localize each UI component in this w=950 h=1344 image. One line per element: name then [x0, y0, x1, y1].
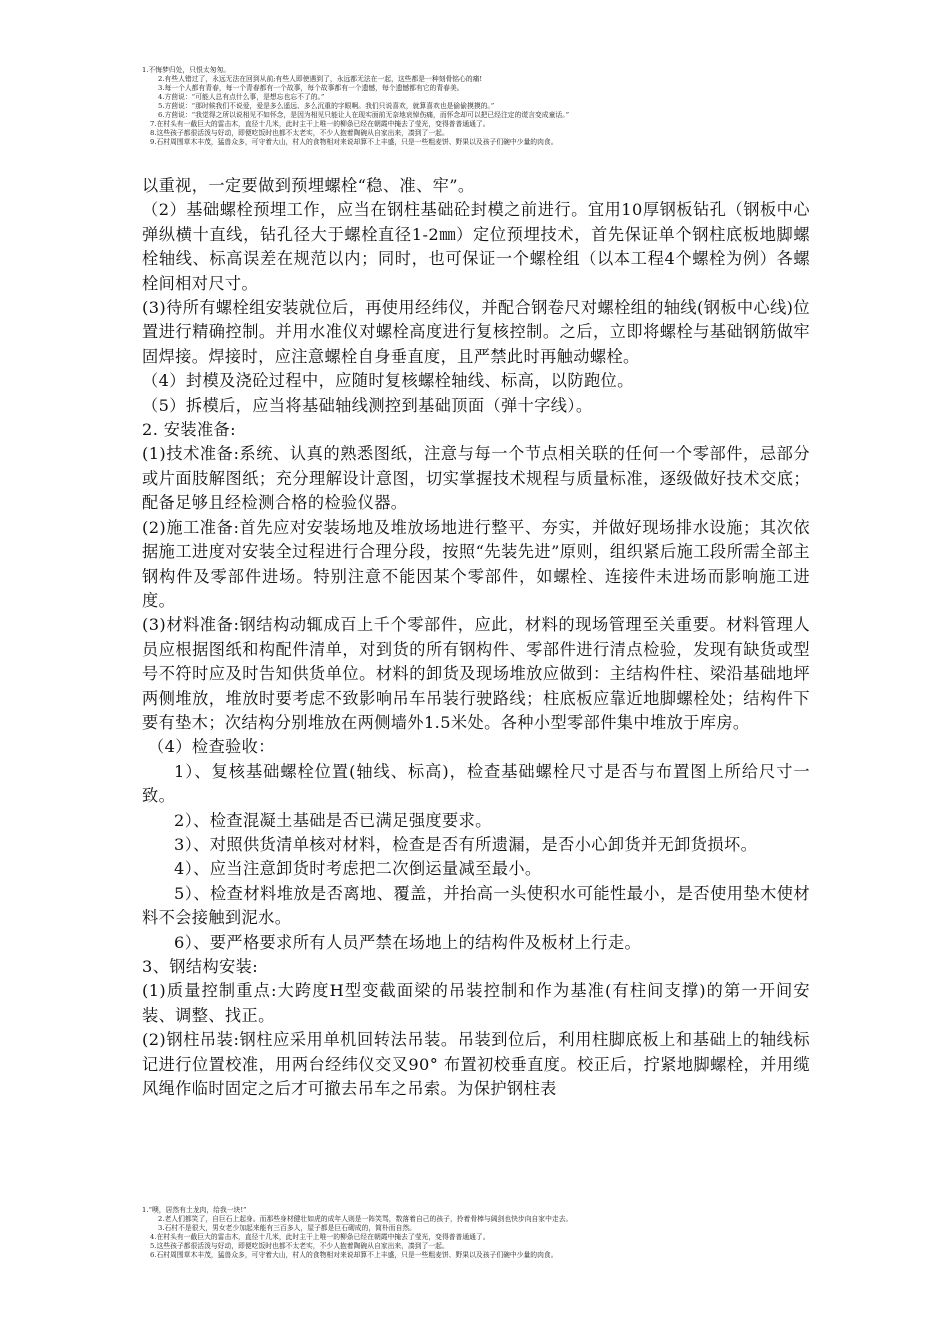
footer-note: 2.老人们都笑了，自巨石上起身。而那些身材健壮如虎的成年人则是一阵笑骂，数落着自己的孩子，拎着骨棒与阔剑也快步向自家中走去。 — [158, 1215, 573, 1223]
paragraph: （4）封模及浇砼过程中，应随时复核螺栓轴线、标高，以防跑位。 — [142, 371, 634, 391]
footer-note: 1.“噢，居然有土龙肉，给我一块!” — [142, 1206, 247, 1214]
paragraph: （2）基础螺栓预埋工作，应当在钢柱基础砼封模之前进行。宜用10厚钢板钻孔（钢板中心弹纵横十直线，钻孔径大于螺栓直径1-2㎜）定位预埋技术，首先保证单个钢柱底板地脚螺栓轴线、标高误差在规范以内；同时，也可保证一个螺栓组（以本工程4个螺栓为例）各螺栓间相对尺寸。 — [142, 200, 810, 293]
header-note: 3.每一个人都有青春，每一个青春都有一个故事，每个故事都有一个遗憾，每个遗憾都有它的青春美。 — [158, 84, 464, 92]
paragraph: (1)技术准备:系统、认真的熟悉图纸，注意与每一个节点相关联的任何一个零部件，忌部分或片面肢解图纸；充分理解设计意图，切实掌握技术规程与质量标准，逐级做好技术交底；配备足够且经检测合格的检验仪器。 — [142, 444, 810, 513]
footer-note: 4.在村头有一截巨大的雷击木，直径十几米，此时主干上唯一的柳条已经在朝霞中掩去了莹光，变得普普通通了。 — [150, 1233, 490, 1241]
header-notes — [142, 66, 822, 147]
footer-notes — [142, 1206, 822, 1260]
list-item: 6）、要严格要求所有人员严禁在场地上的结构件及板材上行走。 — [174, 932, 642, 952]
paragraph: （5）拆模后，应当将基础轴线测控到基础顶面（弹十字线）。 — [142, 395, 593, 415]
paragraph: （4）检查验收： — [148, 737, 275, 757]
list-item: 2）、检查混凝土基础是否已满足强度要求。 — [174, 810, 492, 830]
list-item: 1）、复核基础螺栓位置(轴线、标高)，检查基础螺栓尺寸是否与布置图上所给尺寸一致。 — [142, 761, 810, 806]
header-note: 7.在村头有一截巨大的雷击木，直径十几米，此时主干上唯一的柳条已经在朝霞中掩去了莹光，变得普普通通了。 — [150, 120, 490, 128]
header-note: 6.方茴说：“我觉得之所以说相见不如怀念，是因为相见只能让人在现实面前无奈地哀悼伤痛，而怀念却可以把已经注定的谎言变成童话。” — [158, 111, 570, 119]
header-note: 1.不悔梦归处，只恨太匆匆。 — [142, 66, 231, 74]
document-body — [142, 174, 810, 1101]
header-note: 9.石村周围草木丰茂，猛兽众多，可守着大山，村人的食物相对来说却算不上丰盛，只是一些粗麦饼、野果以及孩子们碗中少量的肉食。 — [150, 138, 558, 146]
paragraph: (2)施工准备:首先应对安装场地及堆放场地进行整平、夯实，并做好现场排水设施；其次依据施工进度对安装全过程进行合理分段，按照“先装先进”原则，组织紧后施工段所需全部主钢构件及零部件进场。特别注意不能因某个零部件，如螺栓、连接件未进场而影响施工进度。 — [142, 517, 810, 610]
header-note: 2.有些人错过了，永远无法在回到从前;有些人即使遇到了，永远都无法在一起，这些都是一种刻骨铭心的痛! — [158, 75, 483, 83]
list-item: 3）、对照供货清单核对材料，检查是否有所遗漏，是否小心卸货并无卸货损坏。 — [174, 834, 758, 854]
paragraph: 以重视，一定要做到预埋螺栓“稳、准、牢”。 — [142, 176, 475, 195]
paragraph: (1)质量控制重点:大跨度H型变截面梁的吊装控制和作为基准(有柱间支撑)的第一开间安装、调整、找正。 — [142, 981, 810, 1025]
footer-note: 6.石村周围草木丰茂，猛兽众多，可守着大山，村人的食物相对来说却算不上丰盛，只是一些粗麦饼、野果以及孩子们碗中少量的肉食。 — [150, 1251, 558, 1259]
paragraph: (3)材料准备:钢结构动辄成百上千个零部件，应此，材料的现场管理至关重要。材料管理人员应根据图纸和构配件清单，对到货的所有钢构件、零部件进行清点检验，发现有缺货或型号不符时应及时告知供货单位。材料的卸货及现场堆放应做到：主结构件柱、梁沿基础地坪两侧堆放，堆放时要考虑不致影响吊车吊装行驶路线；柱底板应靠近地脚螺栓处；结构件下要有垫木；次结构分别堆放在两侧墙外1.5米处。各种小型零部件集中堆放于库房。 — [142, 615, 810, 732]
list-item: 5）、检查材料堆放是否离地、覆盖，并抬高一头使积水可能性最小，是否使用垫木使材料不会接触到泥水。 — [142, 883, 810, 928]
section-heading: 3、钢结构安装: — [142, 957, 259, 976]
header-note: 5.方茴说：“那时候我们不说爱，爱是多么遥远、多么沉重的字眼啊。我们只说喜欢，就算喜欢也是偷偷摸摸的。” — [158, 102, 495, 110]
list-item: 4）、应当注意卸货时考虑把二次倒运量减至最小。 — [174, 859, 542, 879]
section-heading: 2. 安装准备: — [142, 420, 236, 440]
footer-note: 3.石村不是很大，男女老少加起来能有三百多人，屋子都是巨石砌成的，简朴而自然。 — [158, 1224, 416, 1232]
header-note: 4.方茴说：“可能人总有点什么事，是想忘也忘不了的。” — [158, 93, 325, 101]
paragraph: (2)钢柱吊装:钢柱应采用单机回转法吊装。吊装到位后，利用柱脚底板上和基础上的轴线标记进行位置校准，用两台经纬仪交叉90° 布置初校垂直度。校正后，拧紧地脚螺栓，并用缆风绳作临时固定之后才可撤去吊车之吊索。为保护钢柱表 — [142, 1030, 810, 1099]
header-note: 8.这些孩子都很活泼与好动，即便吃饭时也都不太老实，不少人抱着陶碗从自家出来，凑到了一起。 — [150, 129, 449, 137]
paragraph: (3)待所有螺栓组安装就位后，再使用经纬仪，并配合钢卷尺对螺栓组的轴线(钢板中心线)位置进行精确控制。并用水准仪对螺栓高度进行复核控制。之后，立即将螺栓与基础钢筋做牢固焊接。焊接时，应注意螺栓自身垂直度，且严禁此时再触动螺栓。 — [142, 298, 810, 366]
footer-note: 5.这些孩子都很活泼与好动，即便吃饭时也都不太老实，不少人抱着陶碗从自家出来，凑到了一起。 — [150, 1242, 449, 1250]
